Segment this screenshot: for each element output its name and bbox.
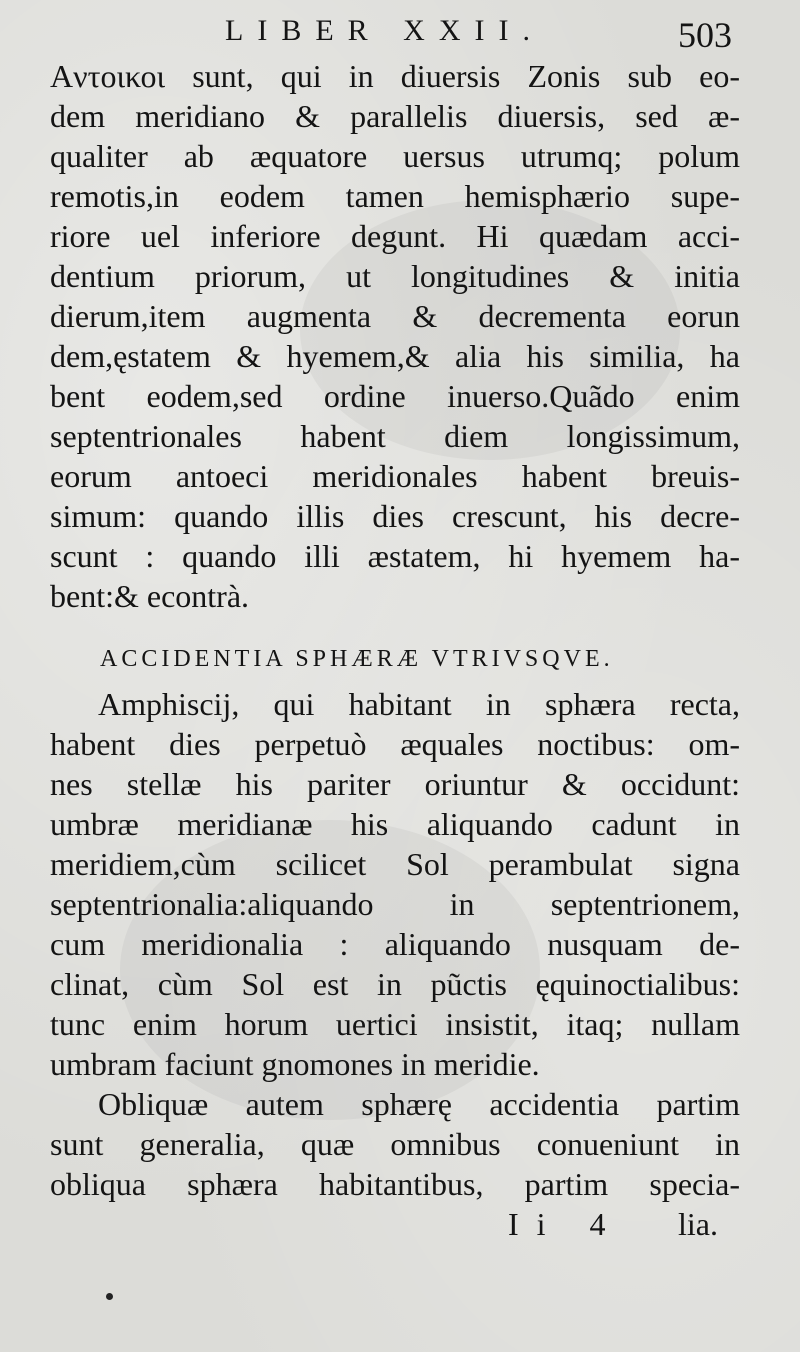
text-line: qualiter ab æquatore uersus utrumq; polum (50, 138, 740, 174)
text-line: simum: quando illis dies crescunt, his decre- (50, 498, 740, 534)
text-line: tunc enim horum uertici insistit, itaq; nullam (50, 1006, 740, 1042)
text-line: cum meridionalia : aliquando nusquam de- (50, 926, 740, 962)
page-footer (0, 1206, 800, 1246)
text-line: scunt : quando illi æstatem, hi hyemem ha- (50, 538, 740, 574)
text-line: Amphiscij, qui habitant in sphæra recta, (98, 686, 740, 722)
ink-speck (106, 1293, 113, 1300)
text-line: umbræ meridianæ his aliquando cadunt in (50, 806, 740, 842)
section-heading: ACCIDENTIA SPHÆRÆ VTRIVSQVE. (100, 646, 614, 672)
text-line: dem meridiano & parallelis diuersis, sed æ- (50, 98, 740, 134)
text-line: septentrionales habent diem longissimum, (50, 418, 740, 454)
text-line: dem,ęstatem & hyemem,& alia his similia, ha (50, 338, 740, 374)
text-line: dierum,item augmenta & decrementa eorun (50, 298, 740, 334)
text-line: dentium priorum, ut longitudines & initia (50, 258, 740, 294)
text-line: habent dies perpetuò æquales noctibus: om- (50, 726, 740, 762)
text-line: Aντοικοι sunt, qui in diuersis Zonis sub eo- (50, 58, 740, 94)
page-number: 503 (678, 15, 732, 55)
text-line: obliqua sphæra habitantibus, partim specia- (50, 1166, 740, 1202)
text-line: bent eodem,sed ordine inuerso.Quãdo enim (50, 378, 740, 414)
text-line: meridiem,cùm scilicet Sol perambulat signa (50, 846, 740, 882)
running-head (0, 14, 800, 54)
text-line: eorum antoeci meridionales habent breuis- (50, 458, 740, 494)
paragraph-obliqua (50, 1084, 740, 1204)
catchword: lia. (678, 1206, 718, 1242)
text-line: Obliquæ autem sphærę accidentia partim (98, 1086, 740, 1122)
text-line: umbram faciunt gnomones in meridie. (50, 1046, 540, 1082)
signature-mark: Ii 4 (508, 1206, 624, 1242)
running-title: LIBER XXII. (225, 14, 544, 47)
text-line: bent:& econtrà. (50, 578, 250, 614)
paragraph-amphiscii (50, 684, 740, 1084)
text-line: sunt generalia, quæ omnibus conueniunt in (50, 1126, 740, 1162)
text-line: riore uel inferiore degunt. Hi quædam acci- (50, 218, 740, 254)
text-line: nes stellæ his pariter oriuntur & occidunt: (50, 766, 740, 802)
paragraph-antoeci (50, 56, 740, 616)
text-line: clinat, cùm Sol est in pũctis ęquinoctialibus: (50, 966, 740, 1002)
text-line: septentrionalia:aliquando in septentrionem, (50, 886, 740, 922)
text-line: remotis,in eodem tamen hemisphærio supe- (50, 178, 740, 214)
